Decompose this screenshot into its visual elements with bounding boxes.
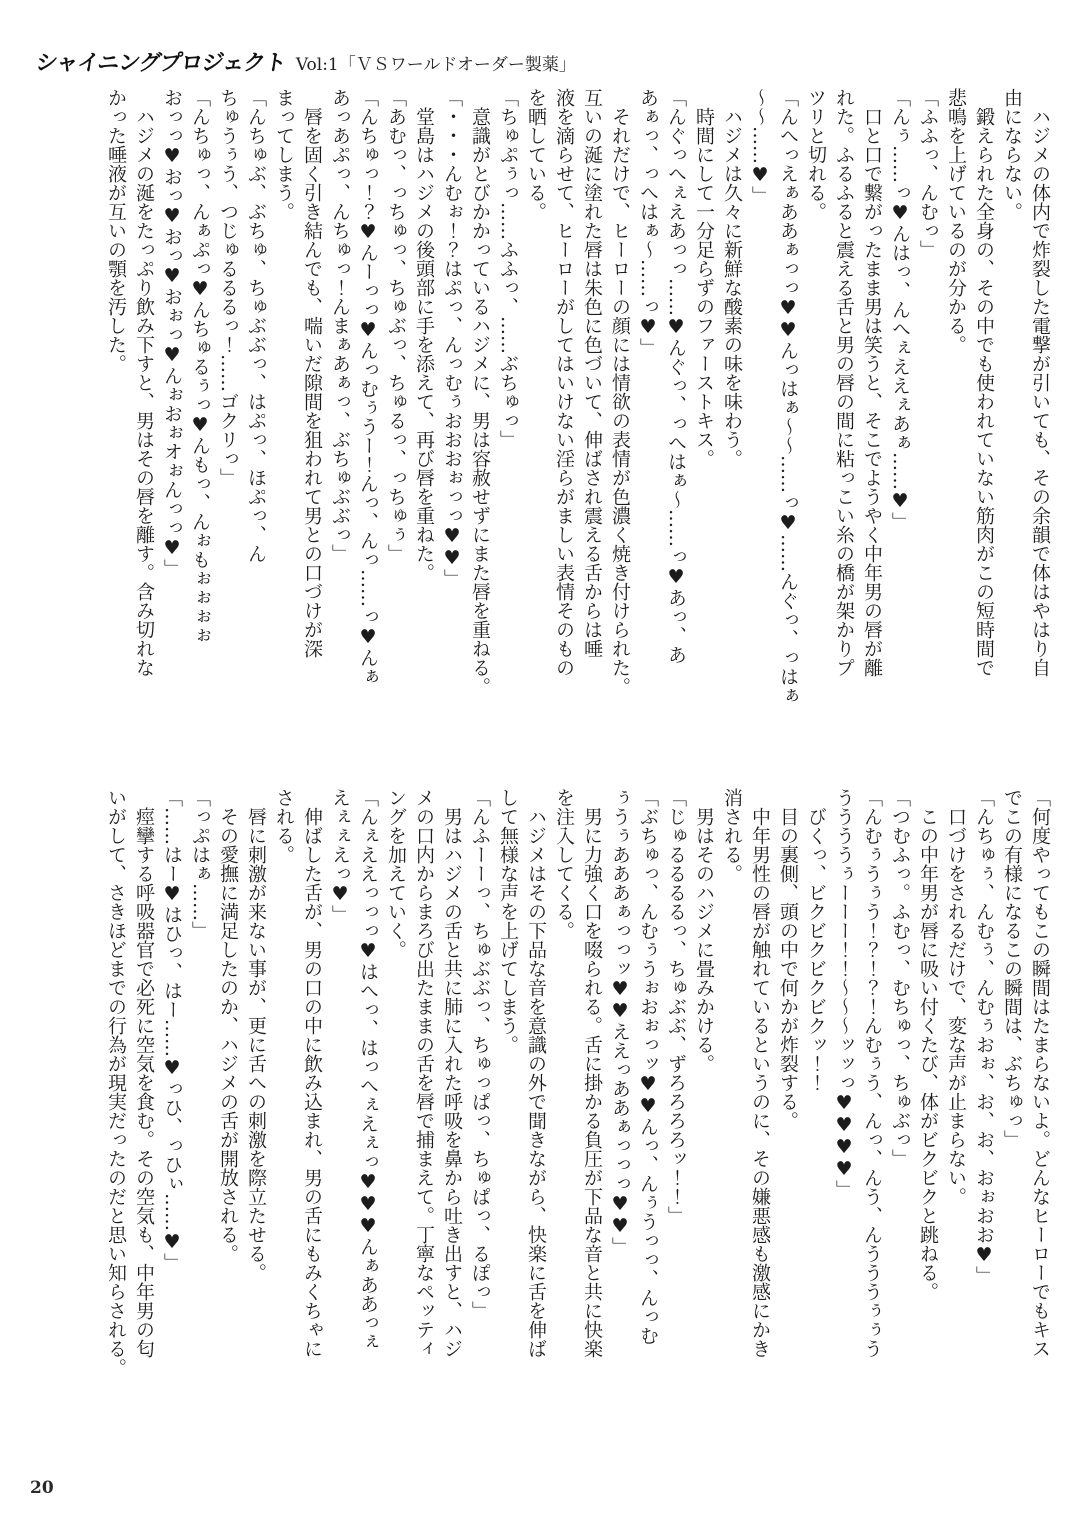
text-column: 男はそのハジメに畳みかける。 [693,788,715,1073]
text-column: ハジメはその下品な音を意識の外で聞きながら、快楽に舌を伸ば [525,788,547,1358]
page-header [33,46,576,77]
text-column: えぇぇえっ♥」 [329,788,351,924]
text-column: ハジメの涎をたっぷり飲み下すと、男はその唇を離す。含み切れな [133,88,155,677]
text-column: 「・・・んむぉ！？はぷっ、んっむぅおおおぉっっ♥♥」 [441,88,463,588]
text-column: びくっ、ビクビクビクビクッ！！ [805,788,827,1092]
text-column: 「んちゅっ！？♥んーっっ♥んっむぅうー！んっ、んっ……っ♥んぁ [357,88,379,686]
text-column: 伸ばした舌が、男の口の中に飲み込まれ、男の舌にもみくちゃに [301,788,323,1358]
text-column: ングを加えていく。 [385,788,407,959]
text-column: 時間にして一分足らずのファーストキス。 [693,88,715,468]
vertical-text-block-bottom [102,788,1054,1480]
text-column: 「んちゅっ、んぁぷっ♥んちゅるぅっ♥んもっ、んぉもぉぉぉぉ [189,88,211,645]
text-column: ぅうぅあああぁっっッ♥♥ええっああぁっっっ♥♥」 [609,788,631,1256]
text-column: いがして、さきほどまでの行為が現実だったのだと思い知らされる。 [105,788,127,1377]
text-column: 「っぷはぁ……」 [189,788,211,940]
text-column: 悲鳴を上げているのが分かる。 [945,88,967,354]
text-column: 「あむっ、っちゅっ、ちゅぶっ、ちゅるっ、っちゅぅ」 [385,88,407,563]
text-column: 男に力強く口を啜られる。舌に掛かる負圧が下品な音と共に快楽 [581,788,603,1358]
volume-title: Vol:1「ＶＳワールドオーダー製薬」 [295,55,576,75]
text-column: でこの有様になるこの瞬間は、ぶちゅっ」 [1001,788,1023,1149]
text-column: ハジメの体内で炸裂した電撃が引いても、その余韻で体はやはり自 [1029,88,1051,677]
text-column: 「ちゅぷぅっ……ふふっ、……ぶちゅっ」 [497,88,519,449]
text-column: 「……はー♥はひっ、はー……♥っひ、っひぃ……♥」 [161,788,183,1272]
text-column: 痙攣する呼吸器官で必死に空気を食む。その空気も、中年男の匂 [133,788,155,1358]
text-column: 互いの涎に塗れた唇は朱色に色づいて、伸ばされ震える舌からは唾 [581,88,603,658]
text-column: 「んぅ……っ♥んはっ、んへぇええぇあぁ……♥」 [889,88,911,531]
text-column: まってしまう。 [273,88,295,221]
text-column: れた。ふるふると震える舌と男の唇の間に粘っこい糸の橋が架かりプ [833,88,855,677]
text-column: その愛撫に満足したのか、ハジメの舌が開放される。 [217,788,239,1263]
text-column: 口と口で繋がったまま男は笑うと、そこでようやく中年男の唇が離 [861,88,883,677]
text-column: 「んぐっへぇえあっっ……♥んぐっ、っへはぁ〜……っ♥あっ、あ [665,88,687,664]
text-column: 〜〜……♥」 [749,88,771,205]
text-column: おっっ♥おっ♥おっ♥おぉっ♥んぉおぉオぉんっっ♥」 [161,88,183,578]
text-column: かった唾液が互いの顎を汚した。 [105,88,127,373]
text-column: 「んちゅぅ、んむぅ、んむぅおぉ、お、お、おぉおお♥」 [973,788,995,1285]
text-column: ツリと切れる。 [805,88,827,221]
text-column: 「んへっえぁああぁっっ♥♥んっはぁ〜〜……っ♥……んぐっ、っはぁ [777,88,799,705]
text-column: ううううぅーーー！！〜〜〜ッッっ♥♥♥♥」 [833,788,855,1199]
text-column: この中年男が唇に吸い付くたび、体がビクビクと跳ねる。 [917,788,939,1301]
text-column: して無様な声を上げてしまう。 [497,788,519,1054]
text-column: 「んふーーっ、ちゅぶぶっ、ちゅっぱっ、ちゅぱっ、るぽっ」 [469,788,491,1320]
text-column: 男はハジメの舌と共に肺に入れた呼吸を鼻から吐き出すと、ハジ [441,788,463,1358]
text-column: メの口内からまろび出たままの舌を唇で捕まえて。丁寧なペッティ [413,788,435,1358]
text-column: 「んむぅうぅう！？！？！んむぅう、んっ、んう、んうううぅぅう [861,788,883,1358]
series-logo: シャイニングプロジェクト [33,51,288,76]
text-column: 「ふふっ、んむっ」 [917,88,939,259]
text-column: 「つむふっ。ふむっ、むちゅっ、ちゅぶっ」 [889,788,911,1168]
text-column: を注入してくる。 [553,788,575,940]
text-column: 唇を固く引き結んでも、喘いだ隙間を狙われて男との口づけが深 [301,88,323,658]
vertical-text-block-top [102,88,1054,766]
text-column: 液を滴らせて、ヒーローがしてはいけない淫らがましい表情そのもの [553,88,575,677]
text-column: 消される。 [721,788,743,883]
text-column: 中年男性の唇が触れているというのに、その嫌悪感も激感にかき [749,788,771,1358]
text-column: 「ぶちゅっ、んむぅうぉおぉっッ♥♥んっ、んぅうっっ、んっむ [637,788,659,1345]
text-column: 口づけをされるだけで、変な声が止まらない。 [945,788,967,1206]
text-column: 意識がとびかかっているハジメに、男は容赦せずにまた唇を重ねる。 [469,88,491,696]
text-column: 由にならない。 [1001,88,1023,221]
text-column: 「じゅるるるるっ、ちゅぶぶ、ずろろろろッ！！」 [665,788,687,1225]
text-column: 目の裏側、頭の中で何かが炸裂する。 [777,788,799,1130]
text-column: 「何度やってもこの瞬間はたまらないよ。どんなヒーローでもキス [1029,788,1051,1358]
text-column: を晒している。 [525,88,547,221]
text-column: される。 [273,788,295,864]
text-column: ハジメは久々に新鮮な酸素の味を味わう。 [721,88,743,468]
page-number: 20 [30,1478,54,1498]
text-column: あぁっ、っへはぁ〜……っ♥」 [637,88,659,357]
text-column: ちゅうぅう、つじゅるるるっ！……ゴクリっ」 [217,88,239,487]
text-column: 「んちゅぶ、ぶちゅ、ちゅぶぶっ、はぷっ、ほぷっ、ん [245,88,267,563]
text-column: あっあぷっ、んちゅっ！んまぁあぁっ、ぶちゅぶぶっ」 [329,88,351,563]
text-column: 「んぇええっっっ♥はへっ、はっへぇえぇっ♥♥♥んぁああっぇ [357,788,379,1351]
text-column: 鍛えられた全身の、その中でも使われていない筋肉がこの短時間で [973,88,995,677]
text-column: 唇に刺激が来ない事が、更に舌への刺激を際立たせる。 [245,788,267,1282]
text-column: それだけで、ヒーローの顔には情欲の表情が色濃く焼き付けられた。 [609,88,631,696]
text-column: 堂島はハジメの後頭部に手を添えて、再び唇を重ねた。 [413,88,435,582]
